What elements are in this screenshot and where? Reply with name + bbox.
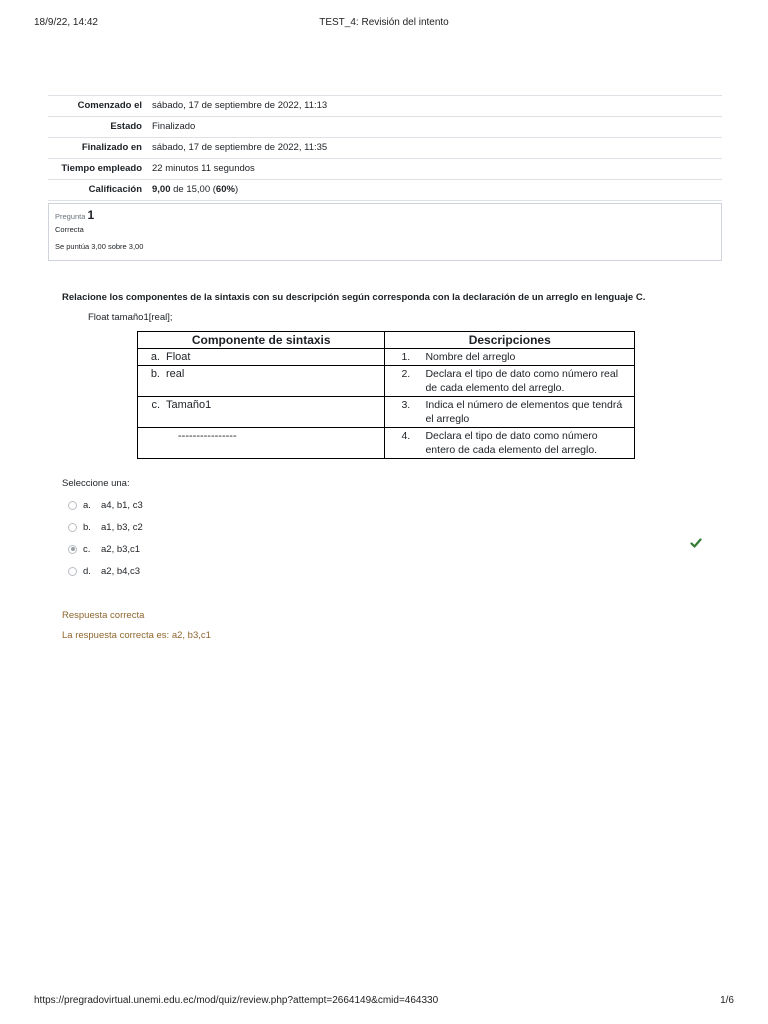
summary-row-started	[48, 96, 722, 117]
print-header	[0, 17, 768, 31]
option-a[interactable]	[68, 494, 708, 516]
correct-check-icon	[690, 537, 702, 549]
feedback-correct-answer: La respuesta correcta es: a2, b3,c1	[62, 630, 211, 641]
question-prefix: Pregunta	[55, 212, 86, 221]
grade-of: de 15,00 (	[170, 184, 216, 195]
summary-label: Estado	[48, 117, 148, 138]
summary-label: Tiempo empleado	[48, 159, 148, 180]
header-descriptions: Descripciones	[385, 332, 635, 349]
option-letter: b.	[83, 521, 91, 533]
summary-value	[148, 180, 722, 201]
description-cell: 1. Nombre del arreglo	[401, 351, 516, 363]
grade-percent: 60%	[215, 184, 235, 195]
radio-button[interactable]	[68, 523, 77, 532]
question-prompt: Relacione los componentes de la sintaxis con su descripción según corresponda con la declaración de un arreglo en lenguaje C.	[62, 292, 646, 303]
summary-label: Comenzado el	[48, 96, 148, 117]
select-one-label: Seleccione una:	[62, 478, 130, 489]
feedback	[62, 610, 211, 650]
option-text: a4, b1, c3	[101, 499, 143, 511]
attempt-summary-table	[48, 95, 722, 201]
option-letter: a.	[83, 499, 91, 511]
option-b[interactable]	[68, 516, 708, 538]
option-text: a2, b4,c3	[101, 565, 141, 577]
summary-value: Finalizado	[148, 117, 722, 138]
description-cell: 3. Indica el número de elementos que tendrá el arreglo	[401, 399, 623, 425]
summary-label: Finalizado en	[48, 138, 148, 159]
summary-row-state	[48, 117, 722, 138]
summary-value: sábado, 17 de septiembre de 2022, 11:35	[148, 138, 722, 159]
page-number: 1/6	[720, 995, 734, 1006]
option-text: a2, b3,c1	[101, 543, 141, 555]
question-state: Correcta	[55, 225, 84, 234]
description-cell: 2. Declara el tipo de dato como número real de cada elemento del arreglo.	[401, 368, 619, 394]
grade-score: 9,00	[152, 184, 171, 195]
summary-value: 22 minutos 11 segundos	[148, 159, 722, 180]
option-text: a1, b3, c2	[101, 521, 143, 533]
summary-row-finished	[48, 138, 722, 159]
component-cell: ----------------	[178, 430, 237, 442]
summary-row-grade	[48, 180, 722, 201]
header-component: Componente de sintaxis	[138, 332, 385, 349]
table-row	[138, 397, 635, 428]
answer-options	[68, 494, 708, 582]
component-cell: c. Tamaño1	[151, 399, 212, 411]
feedback-result: Respuesta correcta	[62, 610, 145, 621]
summary-value: sábado, 17 de septiembre de 2022, 11:13	[148, 96, 722, 117]
radio-button-checked[interactable]	[68, 545, 77, 554]
summary-row-time	[48, 159, 722, 180]
option-letter: c.	[83, 543, 91, 555]
component-cell: b. real	[150, 368, 185, 380]
radio-button[interactable]	[68, 567, 77, 576]
description-cell: 4. Declara el tipo de dato como número entero de cada elemento del arreglo.	[401, 430, 598, 456]
matching-table-header	[138, 332, 635, 349]
matching-table	[137, 331, 635, 459]
option-d[interactable]	[68, 560, 708, 582]
question-number-value: 1	[87, 208, 95, 222]
table-row	[138, 428, 635, 459]
option-letter: d.	[83, 565, 91, 577]
print-date: 18/9/22, 14:42	[34, 17, 98, 28]
page-url: https://pregradovirtual.unemi.edu.ec/mod/quiz/review.php?attempt=2664149&cmid=464330	[34, 995, 439, 1006]
summary-label: Calificación	[48, 180, 148, 201]
question-grade: Se puntúa 3,00 sobre 3,00	[55, 242, 144, 251]
component-cell: a. Float	[150, 351, 191, 363]
question-declaration: Float tamaño1[real];	[88, 312, 173, 323]
table-row	[138, 366, 635, 397]
radio-button[interactable]	[68, 501, 77, 510]
option-c[interactable]	[68, 538, 708, 560]
question-info-box	[48, 203, 722, 261]
question-number	[55, 208, 715, 222]
table-row	[138, 349, 635, 366]
page-title: TEST_4: Revisión del intento	[319, 17, 449, 28]
grade-close: )	[234, 184, 239, 195]
